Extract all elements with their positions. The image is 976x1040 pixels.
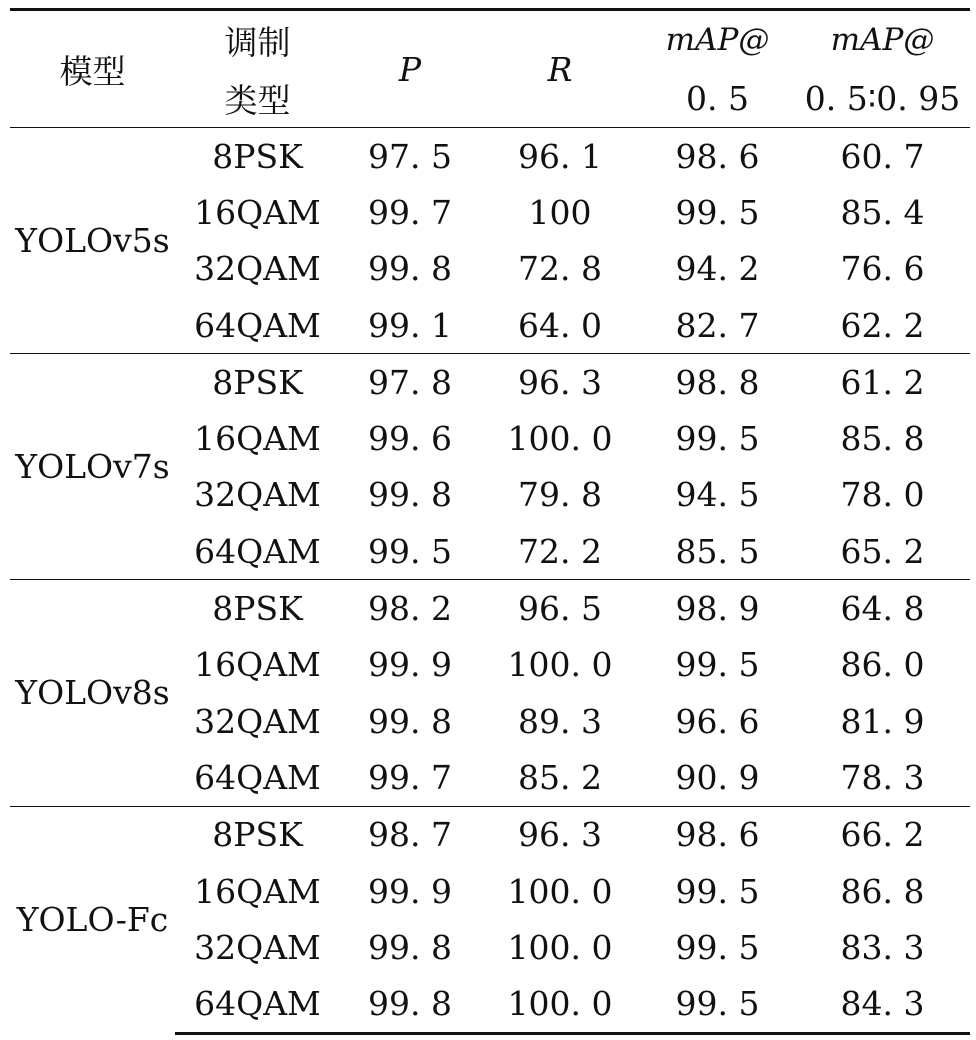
- map50-cell: 85. 5: [675, 531, 760, 571]
- modulation-type-cell: 32QAM: [194, 249, 321, 289]
- map50-cell: 99. 5: [675, 419, 760, 459]
- precision-cell: 99. 7: [368, 192, 452, 232]
- map5095-cell: 78. 0: [840, 475, 925, 515]
- model-name-cell: YOLOv8s: [10, 580, 175, 806]
- map5095-cell: 65. 2: [840, 531, 925, 571]
- header-map50-line1: mAP@: [640, 10, 795, 70]
- header-mod-type-line1: 调制: [175, 10, 340, 70]
- modulation-type-cell: 64QAM: [194, 305, 321, 345]
- map5095-cell: 83. 3: [840, 927, 925, 967]
- map5095-cell: 86. 0: [840, 645, 925, 685]
- model-name-cell: YOLOv7s: [10, 354, 175, 580]
- map50-cell: 98. 6: [640, 806, 795, 863]
- precision-cell: 98. 2: [340, 580, 480, 637]
- recall-cell: 79. 8: [518, 475, 602, 515]
- precision-cell: 99. 6: [368, 419, 452, 459]
- recall-cell: 72. 2: [518, 531, 602, 571]
- map50-cell: 99. 5: [675, 192, 760, 232]
- modulation-type-cell: 64QAM: [194, 757, 321, 797]
- recall-cell: 96. 1: [518, 136, 602, 176]
- map5095-cell: 62. 2: [840, 305, 925, 345]
- modulation-type-cell: 16QAM: [194, 419, 321, 459]
- recall-cell: 64. 0: [518, 305, 602, 345]
- modulation-type-cell: 16QAM: [194, 645, 321, 685]
- recall-cell: 96. 5: [480, 580, 640, 637]
- map50-cell: 99. 5: [640, 975, 795, 1033]
- precision-cell: 99. 8: [368, 927, 452, 967]
- precision-cell: 99. 5: [368, 531, 452, 571]
- precision-cell: 99. 8: [368, 249, 452, 289]
- modulation-type-cell: 16QAM: [194, 192, 321, 232]
- recall-cell: 72. 8: [518, 249, 602, 289]
- precision-cell: 99. 8: [368, 475, 452, 515]
- table-row: [10, 128, 970, 185]
- recall-cell: 100. 0: [480, 975, 640, 1033]
- map5095-cell: 64. 8: [795, 580, 970, 637]
- modulation-type-cell: 64QAM: [194, 531, 321, 571]
- precision-cell: 99. 9: [368, 871, 452, 911]
- recall-cell: 100. 0: [507, 419, 613, 459]
- map5095-cell: 60. 7: [840, 136, 925, 176]
- modulation-type-cell: 32QAM: [194, 927, 321, 967]
- map5095-cell: 86. 8: [840, 871, 925, 911]
- recall-cell: 100. 0: [507, 645, 613, 685]
- map50-cell: 90. 9: [675, 757, 760, 797]
- map50-cell: 99. 5: [675, 927, 760, 967]
- recall-cell: 100. 0: [507, 871, 613, 911]
- modulation-type-cell: 64QAM: [175, 975, 340, 1033]
- modulation-type-cell: 32QAM: [194, 701, 321, 741]
- table-row: [10, 354, 970, 411]
- header-map50-line2: 0. 5: [640, 69, 795, 128]
- precision-cell: 98. 7: [340, 806, 480, 863]
- map50-cell: 98. 6: [675, 136, 760, 176]
- precision-cell: 99. 1: [368, 305, 452, 345]
- map50-cell: 96. 6: [675, 701, 760, 741]
- recall-cell: 96. 3: [480, 806, 640, 863]
- map5095-cell: 81. 9: [840, 701, 925, 741]
- modulation-type-cell: 8PSK: [212, 136, 303, 176]
- recall-cell: 89. 3: [518, 701, 602, 741]
- map5095-cell: 85. 8: [840, 419, 925, 459]
- map50-cell: 82. 7: [675, 305, 760, 345]
- recall-cell: 100: [528, 192, 592, 232]
- precision-cell: 97. 5: [368, 136, 452, 176]
- results-table: [10, 8, 970, 1035]
- header-recall: R: [480, 10, 640, 128]
- map5095-cell: 78. 3: [840, 757, 925, 797]
- table-row: [10, 806, 970, 863]
- precision-cell: 99. 8: [368, 701, 452, 741]
- model-name-cell: YOLOv5s: [15, 221, 170, 261]
- precision-cell: 97. 8: [340, 354, 480, 411]
- map50-cell: 94. 2: [675, 249, 760, 289]
- header-mod-type-line2: 类型: [175, 69, 340, 128]
- map5095-cell: 66. 2: [795, 806, 970, 863]
- header-row-1: [10, 10, 970, 70]
- model-name-cell: YOLO-Fc: [10, 806, 175, 1033]
- modulation-type-cell: 16QAM: [194, 871, 321, 911]
- recall-cell: 85. 2: [518, 757, 602, 797]
- map50-cell: 99. 5: [675, 871, 760, 911]
- map50-cell: 99. 5: [675, 645, 760, 685]
- map5095-cell: 76. 6: [840, 249, 925, 289]
- modulation-type-cell: 8PSK: [175, 354, 340, 411]
- map50-cell: 94. 5: [675, 475, 760, 515]
- map5095-cell: 84. 3: [795, 975, 970, 1033]
- table-row: [10, 580, 970, 637]
- table-body: [10, 128, 970, 1034]
- recall-cell: 96. 3: [480, 354, 640, 411]
- header-precision: P: [340, 10, 480, 128]
- modulation-type-cell: 32QAM: [194, 475, 321, 515]
- header-map5095-line1: mAP@: [795, 10, 970, 70]
- modulation-type-cell: 8PSK: [175, 580, 340, 637]
- recall-cell: 100. 0: [507, 927, 613, 967]
- header-model: 模型: [10, 10, 175, 128]
- map50-cell: 98. 8: [640, 354, 795, 411]
- map5095-cell: 85. 4: [840, 192, 925, 232]
- header-map5095-line2: 0. 5∶0. 95: [795, 69, 970, 128]
- precision-cell: 99. 9: [368, 645, 452, 685]
- map5095-cell: 61. 2: [795, 354, 970, 411]
- modulation-type-cell: 8PSK: [175, 806, 340, 863]
- map50-cell: 98. 9: [640, 580, 795, 637]
- precision-cell: 99. 8: [340, 975, 480, 1033]
- precision-cell: 99. 7: [368, 757, 452, 797]
